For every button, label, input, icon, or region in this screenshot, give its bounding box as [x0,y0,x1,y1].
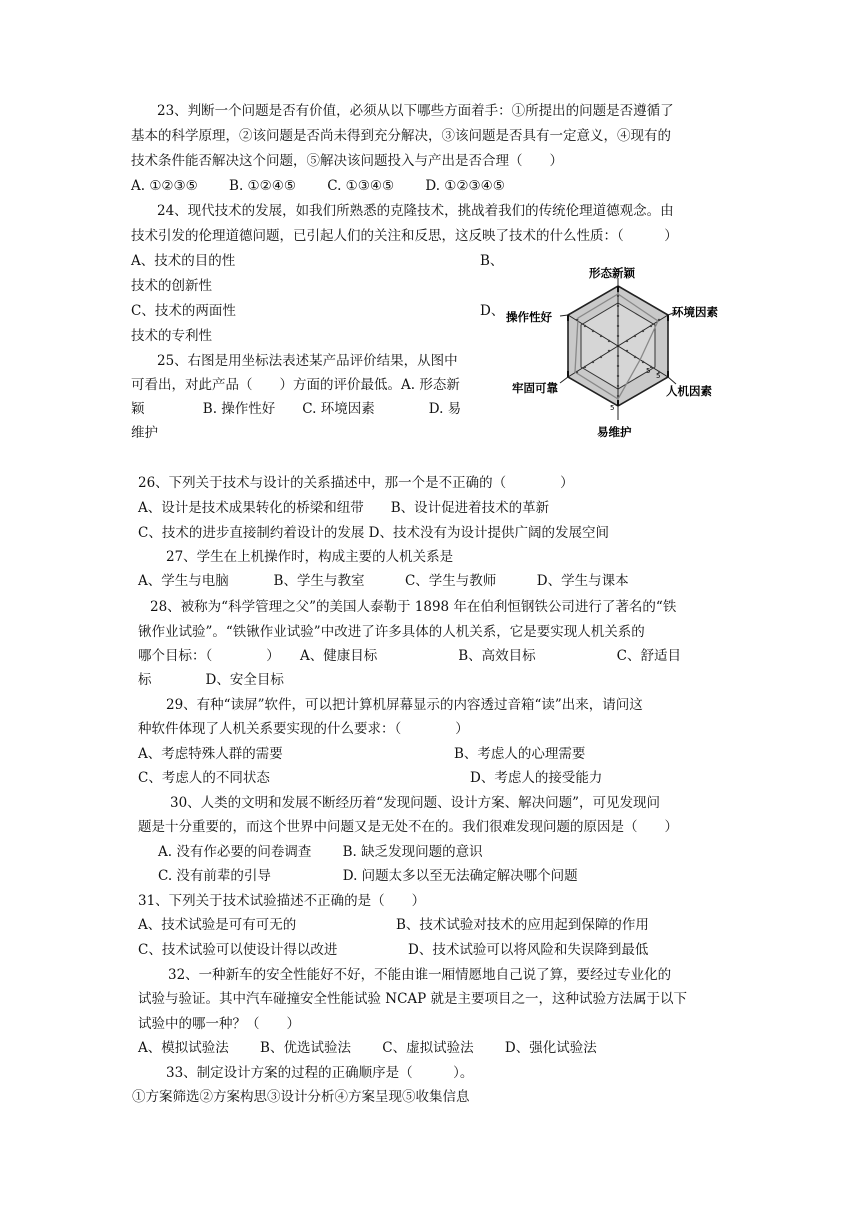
q32-line-3: 试验中的哪一种？（ ） [138,1016,300,1032]
q28-line-2: 锹作业试验”。“铁锹作业试验”中改进了许多具体的人机关系，它是要实现人机关系的 [138,624,645,640]
q25-line-3: 颖 B. 操作性好 C. 环境因素 D. 易 [131,401,462,417]
q28-line-4: 标 D、安全目标 [138,672,284,688]
radar-tick-label: 5 [610,404,615,412]
radar-tick-label: 5 [646,367,651,375]
q29-option-c: C、考虑人的不同状态 [138,770,270,786]
q24-line-1: 24、现代技术的发展，如我们所熟悉的克隆技术，挑战着我们的传统伦理道德观念。由 [157,203,674,219]
q32-line-2: 试验与验证。其中汽车碰撞安全性能试验 NCAP 就是主要项目之一，这种试验方法属于以下 [138,991,688,1007]
q23-line-1: 23、判断一个问题是否有价值，必须从以下哪些方面着手：①所提出的问题是否遵循了 [157,103,674,119]
q26-options-ab: A、设计是技术成果转化的桥梁和纽带 B、设计促进着技术的革新 [138,500,550,516]
radar-tick-label: 5 [656,372,661,380]
q28-line-1: 28、被称为“科学管理之父”的美国人泰勒于 1898 年在伯利恒钢铁公司进行了著名的“铁 [150,599,677,615]
q29-option-a: A、考虑特殊人群的需要 [138,746,283,762]
radar-label-operability: 操作性好 [506,310,552,324]
q33-items: ①方案筛选②方案构思③设计分析④方案呈现⑤收集信息 [132,1089,470,1105]
q25-line-4: 维护 [131,425,158,441]
q30-line-2: 题是十分重要的，而这个世界中问题又是无处不在的。我们很难发现问题的原因是（ ） [138,819,678,835]
radar-pointer-upper-left [560,315,568,316]
q31-option-d: D、技术试验可以将风险和失误降到最低 [408,942,649,958]
q28-line-3: 哪个目标：（ ） A、健康目标 B、高效目标 C、舒适目 [138,648,681,664]
q31-option-c: C、技术试验可以使设计得以改进 [138,942,338,958]
q24-option-d-letter: D、 [480,303,505,319]
q24-option-b-letter: B、 [480,253,504,269]
radar-label-durability: 牢固可靠 [512,381,558,395]
q23-options: A. ①②③⑤ B. ①②④⑤ C. ①③④⑤ D. ①②③④⑤ [131,178,505,194]
q31-stem: 31、下列关于技术试验描述不正确的是（ ） [138,893,426,909]
q26-stem: 26、下列关于技术与设计的关系描述中，那一个是不正确的（ ） [138,475,574,491]
q30-options-cd: C. 没有前辈的引导 D. 问题太多以至无法确定解决哪个问题 [158,868,578,884]
q27-options: A、学生与电脑 B、学生与教室 C、学生与教师 D、学生与课本 [138,573,629,589]
q29-option-b: B、考虑人的心理需要 [454,746,586,762]
q29-line-2: 种软件体现了人机关系要实现的什么要求：（ ） [138,721,469,737]
q25-line-2: 可看出，对此产品（ ）方面的评价最低。A. 形态新 [131,377,460,393]
q25-line-1: 25、右图是用坐标法表述某产品评价结果，从图中 [157,353,458,369]
q30-options-ab: A. 没有作必要的问卷调查 B. 缺乏发现问题的意识 [158,844,483,860]
radar-label-ergonomics: 人机因素 [666,384,712,398]
q24-line-2: 技术引发的伦理道德问题，已引起人们的关注和反思，这反映了技术的什么性质：（ ） [131,228,678,244]
q23-line-3: 技术条件能否解决这个问题，⑤解决该问题投入与产出是否合理（ ） [131,153,563,169]
radar-label-maintainability: 易维护 [597,425,632,439]
radar-label-appearance: 形态新颖 [589,266,635,280]
q27-stem: 27、学生在上机操作时，构成主要的人机关系是 [166,549,454,565]
q31-option-a: A、技术试验是可有可无的 [138,917,297,933]
q32-line-1: 32、一种新车的安全性能好不好，不能由谁一厢情愿地自己说了算，要经过专业化的 [168,967,672,983]
radar-label-environment: 环境因素 [672,305,718,319]
q23-line-2: 基本的科学原理，②该问题是否尚未得到充分解决，③该问题是否具有一定意义，④现有的 [131,128,671,144]
q32-options: A、模拟试验法 B、优选试验法 C、虚拟试验法 D、强化试验法 [138,1040,597,1056]
q24-option-c: C、技术的两面性 [131,303,236,319]
q31-option-b: B、技术试验对技术的应用起到保障的作用 [396,917,649,933]
q24-option-b-text: 技术的创新性 [131,278,212,294]
q30-line-1: 30、人类的文明和发展不断经历着“发现问题、设计方案、解决问题”，可见发现问 [170,795,660,811]
q33-stem: 33、制定设计方案的过程的正确顺序是（ ）。 [166,1065,474,1081]
q26-options-cd: C、技术的进步直接制约着设计的发展 D、技术没有为设计提供广阔的发展空间 [138,525,609,541]
q24-option-a: A、技术的目的性 [131,253,236,269]
q29-line-1: 29、有种“读屏”软件，可以把计算机屏幕显示的内容透过音箱“读”出来，请问这 [166,697,643,713]
radar-pointer-lower-left [560,377,568,383]
q29-option-d: D、考虑人的接受能力 [470,770,603,786]
q24-option-d-text: 技术的专利性 [131,328,212,344]
